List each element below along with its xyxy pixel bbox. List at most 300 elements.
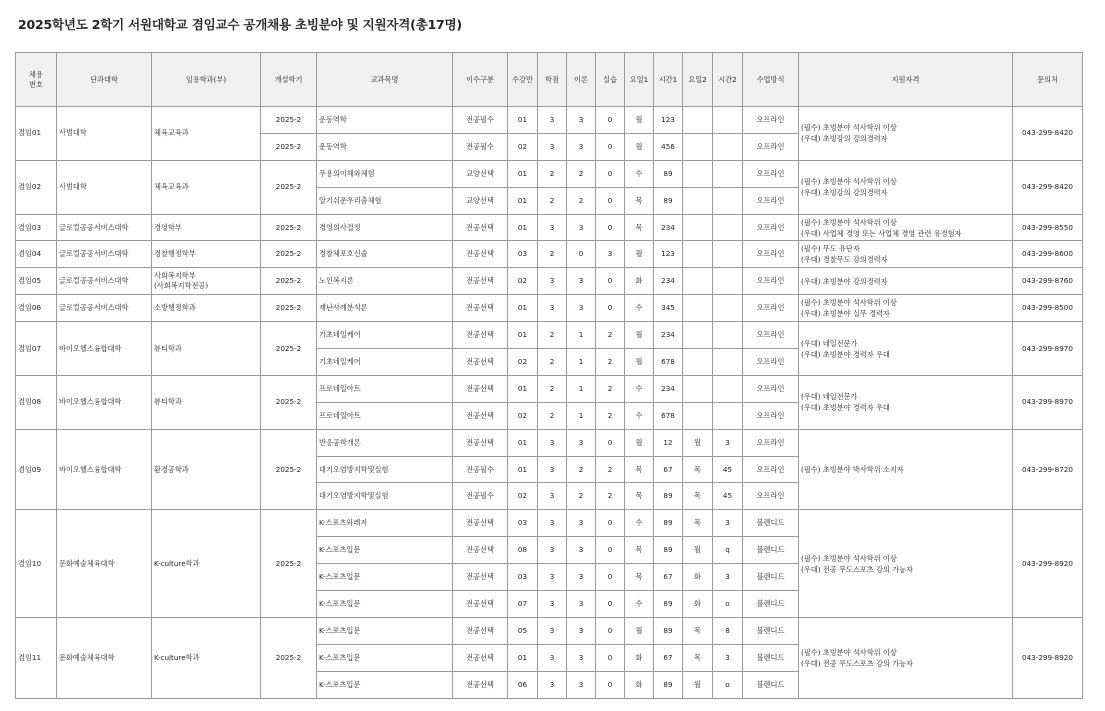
category-cell: 전공선택 — [453, 510, 508, 537]
semester-cell: 2025-2 — [261, 214, 317, 241]
day2-cell: 화 — [683, 564, 713, 591]
category-cell: 전공선택 — [453, 241, 508, 268]
posting-number: 겸임11 — [16, 617, 57, 698]
quals-line: (우대) 네일전문가 — [801, 392, 858, 402]
practice-cell: 0 — [596, 591, 625, 618]
time2-cell — [713, 268, 743, 295]
header-time2: 시간2 — [713, 53, 743, 107]
quals-line: (우대) 초빙강의 강의경력자 — [801, 188, 888, 198]
practice-cell: 0 — [596, 214, 625, 241]
dept-cell — [152, 214, 261, 241]
contact-cell: 043-299-8600 — [1013, 241, 1083, 268]
method-cell: 블렌디드 — [743, 617, 799, 644]
category-cell: 전공필수 — [453, 456, 508, 483]
time1-cell: 123 — [654, 107, 683, 134]
course-name-cell: 대기오염방지학및실험 — [317, 483, 453, 510]
header-theory: 이론 — [567, 53, 596, 107]
time2-cell — [713, 322, 743, 349]
day2-cell: 월 — [683, 429, 713, 456]
theory-cell: 3 — [567, 671, 596, 698]
method-cell: 오프라인 — [743, 483, 799, 510]
course-name-cell: 경찰체포호신술 — [317, 241, 453, 268]
method-cell: 오프라인 — [743, 456, 799, 483]
posting-number: 겸임04 — [16, 241, 57, 268]
category-cell: 교양선택 — [453, 187, 508, 214]
college-cell: 글로컬공공서비스대학 — [57, 268, 152, 295]
method-cell: 오프라인 — [743, 375, 799, 402]
credit-cell: 3 — [538, 456, 567, 483]
time2-cell: 3 — [713, 564, 743, 591]
quals-cell — [799, 241, 1013, 268]
credit-cell: 3 — [538, 133, 567, 160]
theory-cell: 3 — [567, 591, 596, 618]
time1-cell: 234 — [654, 214, 683, 241]
dept-line: 경찰행정학부 — [154, 249, 196, 259]
dept-cell — [152, 241, 261, 268]
quals-line: (우대) 초빙분야 강의경력자 — [801, 276, 888, 286]
section-cell: 01 — [508, 456, 538, 483]
category-cell: 전공필수 — [453, 107, 508, 134]
day2-cell — [683, 133, 713, 160]
practice-cell: 0 — [596, 644, 625, 671]
practice-cell: 0 — [596, 617, 625, 644]
method-cell: 오프라인 — [743, 187, 799, 214]
section-cell: 01 — [508, 107, 538, 134]
day2-cell — [683, 295, 713, 322]
day1-cell: 목 — [625, 214, 654, 241]
time2-cell: 45 — [713, 483, 743, 510]
time1-cell: 12 — [654, 429, 683, 456]
method-cell: 블렌디드 — [743, 564, 799, 591]
category-cell: 전공선택 — [453, 429, 508, 456]
contact-cell: 043-299-8720 — [1013, 429, 1083, 510]
category-cell: 전공선택 — [453, 591, 508, 618]
course-name-cell: 프로네일아트 — [317, 402, 453, 429]
day2-cell: 목 — [683, 456, 713, 483]
contact-cell: 043-299-8920 — [1013, 510, 1083, 618]
section-cell: 01 — [508, 375, 538, 402]
time2-cell: q — [713, 537, 743, 564]
method-cell: 오프라인 — [743, 322, 799, 349]
dept-line: 환경공학과 — [154, 464, 189, 474]
quals-line: (우대) 네일전문가 — [801, 338, 858, 348]
semester-cell: 2025-2 — [261, 375, 317, 429]
time1-cell: 678 — [654, 402, 683, 429]
course-name-cell: 경영의사결정 — [317, 214, 453, 241]
practice-cell: 0 — [596, 295, 625, 322]
method-cell: 블렌디드 — [743, 644, 799, 671]
time2-cell: 3 — [713, 429, 743, 456]
day1-cell: 화 — [625, 671, 654, 698]
contact-cell: 043-299-8970 — [1013, 375, 1083, 429]
practice-cell: 0 — [596, 268, 625, 295]
method-cell: 블렌디드 — [743, 671, 799, 698]
practice-cell: 2 — [596, 483, 625, 510]
time1-cell: 89 — [654, 671, 683, 698]
day2-cell: 목 — [683, 510, 713, 537]
day2-cell: 월 — [683, 671, 713, 698]
method-cell: 오프라인 — [743, 268, 799, 295]
dept-cell — [152, 429, 261, 510]
dept-line: 체육교육과 — [154, 182, 189, 192]
category-cell: 전공선택 — [453, 268, 508, 295]
credit-cell: 3 — [538, 107, 567, 134]
day2-cell: 화 — [683, 591, 713, 618]
section-cell: 06 — [508, 671, 538, 698]
credit-cell: 3 — [538, 483, 567, 510]
practice-cell: 2 — [596, 402, 625, 429]
header-semester: 개설학기 — [261, 53, 317, 107]
table-row — [16, 214, 1083, 241]
quals-line: (우대) 사업체 경영 또는 사업체 경영 관련 유경험자 — [801, 228, 962, 238]
method-cell: 블렌디드 — [743, 591, 799, 618]
header-category: 이수구분 — [453, 53, 508, 107]
course-name-cell: K-스포츠입문 — [317, 537, 453, 564]
quals-cell — [799, 268, 1013, 295]
dept-cell — [152, 322, 261, 376]
time2-cell: o — [713, 671, 743, 698]
posting-number: 겸임06 — [16, 295, 57, 322]
time1-cell: 345 — [654, 295, 683, 322]
section-cell: 01 — [508, 322, 538, 349]
time1-cell: 234 — [654, 268, 683, 295]
theory-cell: 2 — [567, 187, 596, 214]
theory-cell: 3 — [567, 107, 596, 134]
theory-cell: 2 — [567, 483, 596, 510]
method-cell: 블렌디드 — [743, 537, 799, 564]
quals-cell — [799, 510, 1013, 618]
quals-line: (필수) 초빙분야 석사학위 이상 — [801, 177, 897, 187]
table-row — [16, 510, 1083, 537]
category-cell: 전공선택 — [453, 564, 508, 591]
semester-cell: 2025-2 — [261, 133, 317, 160]
header-day1: 요일1 — [625, 53, 654, 107]
time1-cell: 89 — [654, 591, 683, 618]
theory-cell: 3 — [567, 295, 596, 322]
time1-cell: 123 — [654, 241, 683, 268]
category-cell: 전공선택 — [453, 322, 508, 349]
category-cell: 전공선택 — [453, 644, 508, 671]
theory-cell: 3 — [567, 268, 596, 295]
practice-cell: 2 — [596, 322, 625, 349]
section-cell: 02 — [508, 402, 538, 429]
posting-number: 겸임10 — [16, 510, 57, 618]
credit-cell: 3 — [538, 644, 567, 671]
day1-cell: 수 — [625, 375, 654, 402]
table-row — [16, 295, 1083, 322]
course-name-cell: 기초네일케어 — [317, 322, 453, 349]
dept-cell — [152, 617, 261, 698]
day1-cell: 월 — [625, 241, 654, 268]
time1-cell: 67 — [654, 456, 683, 483]
day2-cell: 목 — [683, 483, 713, 510]
course-name-cell: 대기오염방지학및실험 — [317, 456, 453, 483]
credit-cell: 3 — [538, 671, 567, 698]
header-dept: 임용학과(부) — [152, 53, 261, 107]
section-cell: 01 — [508, 295, 538, 322]
section-cell: 02 — [508, 268, 538, 295]
theory-cell: 2 — [567, 456, 596, 483]
quals-line: (우대) 초빙분야 경력자 우대 — [801, 403, 890, 413]
practice-cell: 0 — [596, 537, 625, 564]
header-credit: 학점 — [538, 53, 567, 107]
semester-cell: 2025-2 — [261, 617, 317, 698]
quals-line: (필수) 초빙분야 석사학위 이상 — [801, 217, 897, 227]
time2-cell: 3 — [713, 644, 743, 671]
contact-cell: 043-299-8760 — [1013, 268, 1083, 295]
semester-cell: 2025-2 — [261, 107, 317, 134]
practice-cell: 2 — [596, 349, 625, 376]
dept-cell — [152, 375, 261, 429]
theory-cell: 3 — [567, 133, 596, 160]
time2-cell: o — [713, 591, 743, 618]
header-contact: 문의처 — [1013, 53, 1083, 107]
day1-cell: 월 — [625, 133, 654, 160]
time2-cell — [713, 295, 743, 322]
section-cell: 02 — [508, 483, 538, 510]
college-cell: 바이오헬스융합대학 — [57, 375, 152, 429]
theory-cell: 1 — [567, 375, 596, 402]
dept-line: 경영학부 — [154, 222, 182, 232]
theory-cell: 2 — [567, 160, 596, 187]
time2-cell — [713, 187, 743, 214]
day2-cell — [683, 160, 713, 187]
time1-cell: 89 — [654, 187, 683, 214]
day2-cell — [683, 268, 713, 295]
quals-line: (필수) 초빙분야 석사학위 이상 — [801, 298, 897, 308]
category-cell: 전공선택 — [453, 402, 508, 429]
practice-cell: 2 — [596, 456, 625, 483]
dept-cell — [152, 160, 261, 214]
practice-cell: 2 — [596, 375, 625, 402]
theory-cell: 3 — [567, 510, 596, 537]
method-cell: 오프라인 — [743, 429, 799, 456]
day1-cell: 화 — [625, 268, 654, 295]
practice-cell: 0 — [596, 133, 625, 160]
day1-cell: 수 — [625, 510, 654, 537]
credit-cell: 3 — [538, 295, 567, 322]
course-name-cell: 운동역학 — [317, 133, 453, 160]
day1-cell: 목 — [625, 564, 654, 591]
dept-cell — [152, 268, 261, 295]
credit-cell: 3 — [538, 591, 567, 618]
section-cell: 01 — [508, 214, 538, 241]
section-cell: 01 — [508, 429, 538, 456]
quals-cell — [799, 617, 1013, 698]
header-quals: 지원자격 — [799, 53, 1013, 107]
semester-cell: 2025-2 — [261, 322, 317, 376]
day2-cell — [683, 187, 713, 214]
course-name-cell: 프로네일아트 — [317, 375, 453, 402]
course-name-cell: 운동역학 — [317, 107, 453, 134]
time2-cell — [713, 349, 743, 376]
posting-number: 겸임03 — [16, 214, 57, 241]
section-cell: 01 — [508, 187, 538, 214]
day2-cell — [683, 402, 713, 429]
theory-cell: 3 — [567, 617, 596, 644]
header-college: 단과대학 — [57, 53, 152, 107]
header-day2: 요일2 — [683, 53, 713, 107]
recruitment-table — [15, 52, 1083, 699]
theory-cell: 1 — [567, 322, 596, 349]
day2-cell — [683, 375, 713, 402]
header-method: 수업방식 — [743, 53, 799, 107]
time2-cell — [713, 375, 743, 402]
credit-cell: 2 — [538, 322, 567, 349]
dept-line: 뷰티학과 — [154, 343, 182, 353]
quals-line: (우대) 초빙강의 강의경력자 — [801, 134, 888, 144]
day1-cell: 수 — [625, 402, 654, 429]
dept-line: 사회복지학부 — [154, 271, 196, 281]
college-cell: 바이오헬스융합대학 — [57, 429, 152, 510]
course-name-cell: 기초네일케어 — [317, 349, 453, 376]
theory-cell: 3 — [567, 429, 596, 456]
quals-line: (필수) 초빙분야 석사학위 이상 — [801, 123, 897, 133]
time2-cell — [713, 160, 743, 187]
page-title: 2025학년도 2학기 서원대학교 겸임교수 공개채용 초빙분야 및 지원자격(총17명) — [18, 17, 462, 32]
contact-cell: 043-299-8920 — [1013, 617, 1083, 698]
quals-cell — [799, 160, 1013, 214]
table-row — [16, 107, 1083, 134]
contact-cell: 043-299-8420 — [1013, 107, 1083, 161]
method-cell: 오프라인 — [743, 241, 799, 268]
dept-cell — [152, 295, 261, 322]
semester-cell: 2025-2 — [261, 160, 317, 214]
practice-cell: 0 — [596, 564, 625, 591]
posting-number: 겸임07 — [16, 322, 57, 376]
college-cell: 글로컬공공서비스대학 — [57, 214, 152, 241]
course-name-cell: 반응공학개론 — [317, 429, 453, 456]
day2-cell — [683, 214, 713, 241]
time2-cell: 45 — [713, 456, 743, 483]
practice-cell: 0 — [596, 107, 625, 134]
course-name-cell: 노인복지론 — [317, 268, 453, 295]
day1-cell: 월 — [625, 107, 654, 134]
day1-cell: 목 — [625, 483, 654, 510]
dept-cell — [152, 107, 261, 161]
practice-cell: 0 — [596, 510, 625, 537]
method-cell: 오프라인 — [743, 349, 799, 376]
method-cell: 오프라인 — [743, 107, 799, 134]
posting-number: 겸임05 — [16, 268, 57, 295]
time2-cell — [713, 214, 743, 241]
course-name-cell: K-스포츠입문 — [317, 617, 453, 644]
time2-cell: 3 — [713, 510, 743, 537]
header-course: 교과목명 — [317, 53, 453, 107]
credit-cell: 3 — [538, 617, 567, 644]
theory-cell: 3 — [567, 564, 596, 591]
credit-cell: 2 — [538, 349, 567, 376]
table-row — [16, 268, 1083, 295]
posting-number: 겸임08 — [16, 375, 57, 429]
time2-cell — [713, 402, 743, 429]
header-row — [16, 53, 1083, 107]
course-name-cell: 무용의이해와체험 — [317, 160, 453, 187]
method-cell: 오프라인 — [743, 133, 799, 160]
credit-cell: 2 — [538, 402, 567, 429]
course-name-cell: K-스포츠입문 — [317, 644, 453, 671]
time1-cell: 67 — [654, 644, 683, 671]
day2-cell — [683, 349, 713, 376]
time1-cell: 89 — [654, 160, 683, 187]
method-cell: 오프라인 — [743, 402, 799, 429]
credit-cell: 3 — [538, 510, 567, 537]
quals-line: (우대) 전공 무도스포츠 강의 가능자 — [801, 564, 913, 574]
table-row — [16, 617, 1083, 644]
day1-cell: 수 — [625, 591, 654, 618]
header-no: 채용 번호 — [16, 53, 57, 107]
day2-cell: 목 — [683, 644, 713, 671]
credit-cell: 2 — [538, 241, 567, 268]
quals-line: (우대) 경찰무도 강의경력자 — [801, 255, 888, 265]
semester-cell: 2025-2 — [261, 510, 317, 618]
posting-number: 겸임02 — [16, 160, 57, 214]
practice-cell: 3 — [596, 241, 625, 268]
section-cell: 07 — [508, 591, 538, 618]
credit-cell: 2 — [538, 375, 567, 402]
time1-cell: 234 — [654, 375, 683, 402]
time1-cell: 89 — [654, 483, 683, 510]
practice-cell: 0 — [596, 160, 625, 187]
quals-line: (필수) 초빙분야 석사학위 이상 — [801, 647, 897, 657]
contact-cell: 043-299-8420 — [1013, 160, 1083, 214]
table-row — [16, 241, 1083, 268]
quals-line: (필수) 초빙분야 박사학위 소지자 — [801, 465, 904, 475]
dept-cell — [152, 510, 261, 618]
day1-cell: 월 — [625, 322, 654, 349]
day1-cell: 수 — [625, 160, 654, 187]
time1-cell: 89 — [654, 537, 683, 564]
section-cell: 01 — [508, 644, 538, 671]
section-cell: 02 — [508, 133, 538, 160]
day2-cell — [683, 322, 713, 349]
semester-cell: 2025-2 — [261, 241, 317, 268]
credit-cell: 2 — [538, 160, 567, 187]
day1-cell: 목 — [625, 456, 654, 483]
day2-cell: 월 — [683, 537, 713, 564]
dept-line: 뷰티학과 — [154, 397, 182, 407]
day1-cell: 월 — [625, 617, 654, 644]
header-time1: 시간1 — [654, 53, 683, 107]
dept-line: K-culture학과 — [154, 558, 200, 568]
category-cell: 전공선택 — [453, 349, 508, 376]
table-row — [16, 375, 1083, 402]
theory-cell: 3 — [567, 644, 596, 671]
day2-cell — [683, 241, 713, 268]
table-row — [16, 160, 1083, 187]
table-row — [16, 429, 1083, 456]
quals-cell — [799, 322, 1013, 376]
time1-cell: 234 — [654, 322, 683, 349]
dept-line: 체육교육과 — [154, 128, 189, 138]
course-name-cell: K-스포츠입문 — [317, 671, 453, 698]
header-practice: 실습 — [596, 53, 625, 107]
day1-cell: 수 — [625, 295, 654, 322]
college-cell: 사범대학 — [57, 107, 152, 161]
credit-cell: 3 — [538, 214, 567, 241]
method-cell: 오프라인 — [743, 214, 799, 241]
quals-line: (필수) 초빙분야 석사학위 이상 — [801, 553, 897, 563]
section-cell: 03 — [508, 564, 538, 591]
day1-cell: 월 — [625, 349, 654, 376]
day1-cell: 목 — [625, 537, 654, 564]
time2-cell — [713, 241, 743, 268]
theory-cell: 1 — [567, 402, 596, 429]
credit-cell: 2 — [538, 187, 567, 214]
dept-line: (사회복지학전공) — [154, 281, 209, 291]
section-cell: 03 — [508, 241, 538, 268]
semester-cell: 2025-2 — [261, 268, 317, 295]
